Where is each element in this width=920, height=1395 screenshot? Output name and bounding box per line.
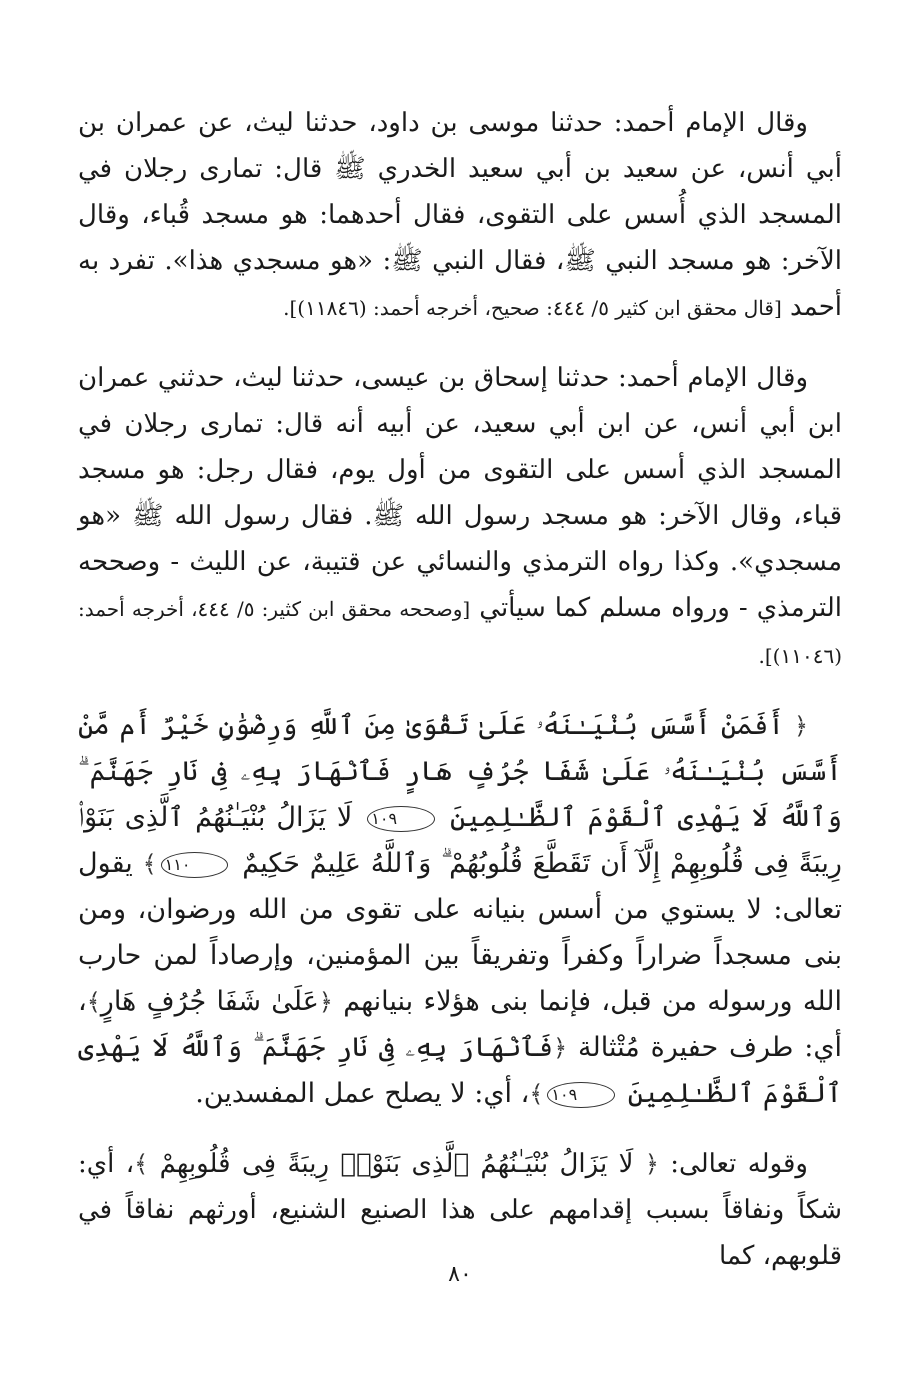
- paragraph-hadith-1: [78, 100, 842, 331]
- hadith-2-text: وقال الإمام أحمد: حدثنا إسحاق بن عيسى، حدثنا ليث، حدثني عمران ابن أبي أنس، عن ابن أبي سعيد، عن أبيه أنه قال: تمارى رجلان في المسجد الذي أسس على التقوى من أول يوم، فقال رجل: هو مسجد قباء، وقال الآخر: هو مسجد رسول الله ﷺ. فقال رسول الله ﷺ «هو مسجدي». وكذا رواه الترمذي والنسائي عن قتيبة، عن الليث - وصححه الترمذي - ورواه مسلم كما سيأتي: [78, 363, 842, 623]
- page-number: ٨٠: [448, 1262, 472, 1287]
- quote1-bracket-open: ﴿: [318, 988, 333, 1016]
- quote2-bracket-close: ﴾: [529, 1080, 544, 1108]
- quote2-bracket-open: ﴿: [553, 1034, 568, 1062]
- verse-110: لَا يَزَالُ بُنْيَـٰنُهُمُ ٱلَّذِى بَنَوْا۟ رِيبَةً فِى قُلُوبِهِمْ إِلَّآ أَن تَقَطَّعَ قُلُوبُهُمْ ۗ وَٱللَّهُ عَلِيمٌ حَكِيمٌ: [78, 802, 842, 879]
- quote1-bracket-close: ﴾: [86, 988, 101, 1016]
- tafsir-text-a: يقول تعالى: لا يستوي من أسس بنيانه على تقوى من الله ورضوان، ومن بنى مسجداً ضراراً وكفراً وتفريقاً بين المؤمنين، وإرصاداً لمن حارب الله ورسوله من قبل، فإنما بنى هؤلاء بنيانهم: [78, 848, 843, 1017]
- hadith-1-footnote: [قال محقق ابن كثير ٥/ ٤٤٤: صحيح، أخرجه أحمد: (١١٨٤٦)].: [283, 296, 782, 320]
- tafsir-text-b: ، أي: طرف حفيرة مُتْثالة: [78, 986, 842, 1063]
- verse-number-110: ١١٠: [161, 852, 229, 878]
- hadith-2-footnote: [وصححه محقق ابن كثير: ٥/ ٤٤٤، أخرجه أحمد: (١١٠٤٦)].: [78, 597, 842, 668]
- verse-109: أَفَمَنْ أَسَّسَ بُنْيَـٰنَهُۥ عَلَىٰ تَقْوَىٰ مِنَ ٱللَّهِ وَرِضْوَٰنٍ خَيْرٌ أَم مَّنْ أَسَّسَ بُنْيَـٰنَهُۥ عَلَىٰ شَفَا جُرُفٍ هَارٍ فَٱنْهَارَ بِهِۦ فِى نَارِ جَهَنَّمَ ۗ وَٱللَّهُ لَا يَهْدِى ٱلْقَوْمَ ٱلظَّـٰلِمِينَ: [78, 710, 842, 833]
- quran-bracket-close: ﴾: [142, 850, 157, 878]
- comment-rest: ، أي: شكاً ونفاقاً بسبب إقدامهم على هذا الصنيع الشنيع، أورثهم نفاقاً في قلوبهم، كما: [78, 1149, 842, 1271]
- tafsir-text-c: ، أي: لا يصلح عمل المفسدين.: [195, 1078, 530, 1109]
- tafsir-quote-2: فَٱنْهَارَ بِهِۦ فِى نَارِ جَهَنَّمَ ۗ وَٱللَّهُ لَا يَهْدِى ٱلْقَوْمَ ٱلظَّـٰلِمِينَ: [78, 1032, 842, 1109]
- paragraph-verse-tafsir: [78, 703, 842, 1117]
- paragraph-verse-110-comment: [78, 1141, 842, 1279]
- verse-number-109-repeat: ١٠٩: [547, 1082, 615, 1108]
- quran-bracket-open: ﴿: [793, 712, 808, 740]
- hadith-1-text: وقال الإمام أحمد: حدثنا موسى بن داود، حدثنا ليث، عن عمران بن أبي أنس، عن سعيد بن أبي سعيد الخدري ﷺ قال: تمارى رجلان في المسجد الذي أُسس على التقوى، فقال أحدهما: هو مسجد قُباء، وقال الآخر: هو مسجد النبي ﷺ، فقال النبي ﷺ: «هو مسجدي هذا». تفرد به أحمد: [78, 108, 842, 322]
- tafsir-quote-1: عَلَىٰ شَفَا جُرُفٍ هَارٍ: [100, 986, 319, 1017]
- comment-lead: وقوله تعالى:: [658, 1149, 808, 1179]
- comment-bracket-close: ﴾: [134, 1150, 149, 1178]
- paragraph-hadith-2: [78, 355, 842, 679]
- comment-bracket-open: ﴿: [644, 1150, 659, 1178]
- comment-quote: لَا يَزَالُ بُنْيَـٰنُهُمُ ٱلَّذِى بَنَوْا۟ رِيبَةً فِى قُلُوبِهِمْ: [159, 1149, 634, 1179]
- page-body: [78, 100, 843, 1271]
- verse-number-109: ١٠٩: [367, 806, 435, 832]
